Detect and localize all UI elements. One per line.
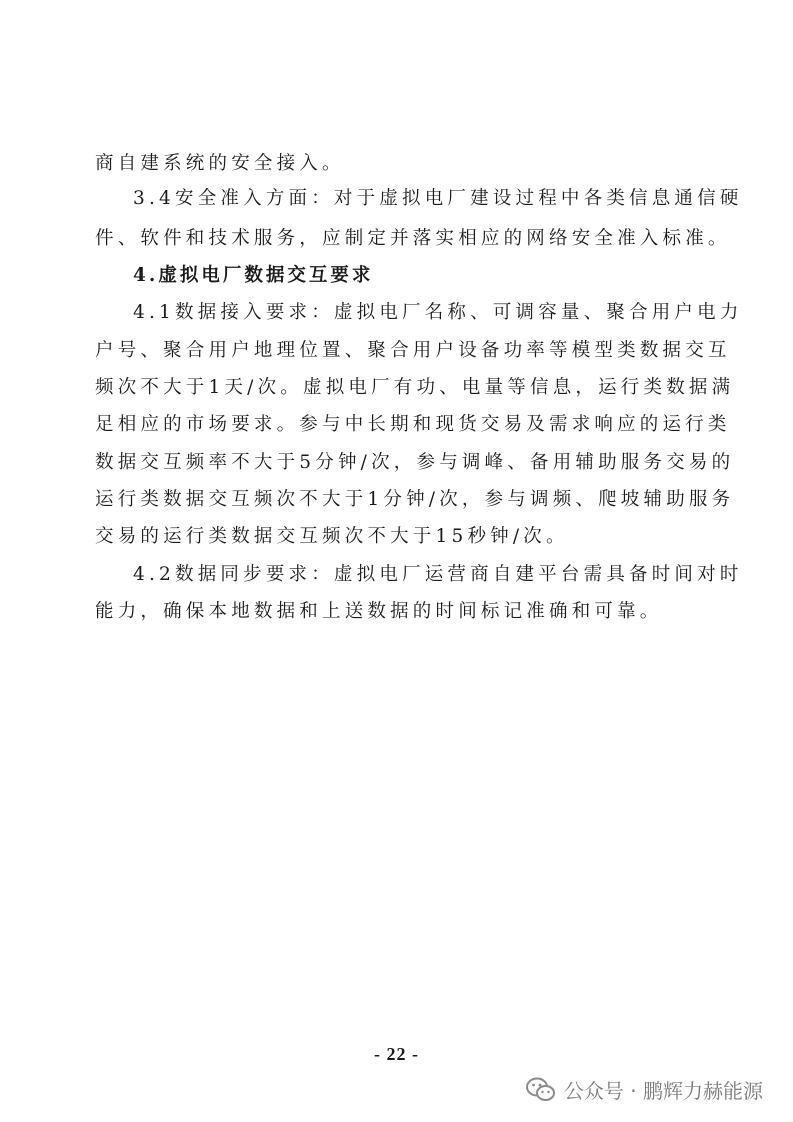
text-line-13: 能力，确保本地数据和上送数据的时间标记准确和可靠。 xyxy=(95,601,663,622)
text-line-1: 商自建系统的安全接入。 xyxy=(95,153,345,174)
text-line-9: 数据交互频率不大于5分钟/次，参与调峰、备用辅助服务交易的 xyxy=(95,452,735,473)
text-line-2: 3.4安全准入方面：对于虚拟电厂建设过程中各类信息通信硬 xyxy=(133,188,743,209)
text-line-3: 件、软件和技术服务，应制定并落实相应的网络安全准入标准。 xyxy=(95,228,731,249)
wechat-icon xyxy=(526,1077,556,1103)
text-line-11: 交易的运行类数据交互频次不大于15秒钟/次。 xyxy=(95,526,569,547)
section-heading: 4.虚拟电厂数据交互要求 xyxy=(133,265,374,286)
text-line-5: 4.1数据接入要求：虚拟电厂名称、可调容量、聚合用户电力 xyxy=(133,302,743,323)
text-line-12: 4.2数据同步要求：虚拟电厂运营商自建平台需具备时间对时 xyxy=(133,564,743,585)
text-line-6: 户号、聚合用户地理位置、聚合用户设备功率等模型类数据交互 xyxy=(95,340,731,361)
watermark xyxy=(526,1075,763,1104)
text-line-10: 运行类数据交互频次不大于1分钟/次，参与调频、爬坡辅助服务 xyxy=(95,489,735,510)
text-line-7: 频次不大于1天/次。虚拟电厂有功、电量等信息，运行类数据满 xyxy=(95,377,735,398)
watermark-text: 公众号 · 鹏辉力赫能源 xyxy=(563,1079,763,1103)
page-number: - 22 - xyxy=(374,1044,419,1064)
text-line-8: 足相应的市场要求。参与中长期和现货交易及需求响应的运行类 xyxy=(95,414,731,435)
